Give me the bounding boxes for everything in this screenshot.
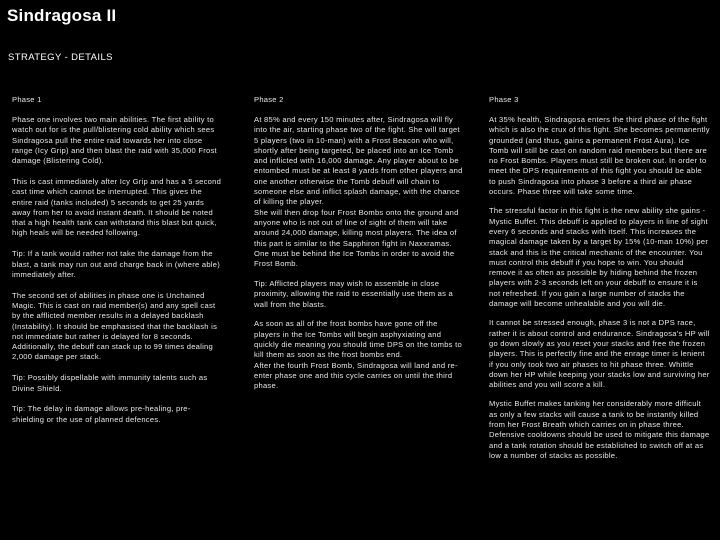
page-title: Sindragosa II xyxy=(7,6,117,25)
phase-1-heading: Phase 1 xyxy=(12,95,42,104)
phase-3-heading: Phase 3 xyxy=(489,95,519,104)
phase-2-column xyxy=(254,95,464,401)
phase-2-paragraph: Tip: Afflicted players may wish to assemble in close proximity, allowing the raid to essentially use them as a wall from the blasts. xyxy=(254,278,453,309)
phase-1-paragraph: Tip: The delay in damage allows pre-healing, pre-shielding or the use of planned defences. xyxy=(12,404,191,424)
phase-3-paragraph: It cannot be stressed enough, phase 3 is not a DPS race, rather it is about control and endurance. Sindragosa's HP will go down slowly as you reset your stacks and free the frozen players. This is perfectly fine and the enrage timer is lenient if you only took two air phases to hit phase three. Whittle down her HP while keeping your stacks low and surviving her abilities and you will score a kill. xyxy=(489,318,710,390)
phase-2-paragraph: At 85% and every 150 minutes after, Sindragosa will fly into the air, starting phase two of the fight. She will target 5 players (two in 10-man) with a Frost Beacon who will, shortly after being targeted, be placed into an Ice Tomb and inflicted with 16,000 damage. Any player about to be entombed must be at least 8 yards from other players and one another otherwise the Tomb debuff will chain to someone else and inflict splash damage, with the chance of killing the player. xyxy=(254,115,463,207)
section-subtitle: STRATEGY - DETAILS xyxy=(8,52,113,63)
phase-2-heading: Phase 2 xyxy=(254,95,284,104)
phase-1-paragraph: The second set of abilities in phase one is Unchained Magic. This is cast on raid member(s) and any spell cast by the afflicted member results in a delayed backlash (Instability). It should be emphasised that the backlash is not immediate but rather is delayed for 8 seconds. Additionally, the debuff can stack up to 99 times dealing 2,000 damage per stack. xyxy=(12,290,218,362)
phase-3-paragraph: At 35% health, Sindragosa enters the third phase of the fight which is also the crux of this fight. She becomes permanently grounded (and thus, gains a permanent Frost Aura). Ice Tomb will still be cast on random raid members but there are no Frost Bombs. Players must still be broken out. In order to meet the DPS requirements of this fight you should be able to push Sindragosa into phase 3 before a third air phase occurs. Phase three will take some time. xyxy=(489,115,710,197)
phase-1-paragraph: This is cast immediately after Icy Grip and has a 5 second cast time which cannot be interrupted. This gives the entire raid (tanks included) 5 seconds to get 25 yards away from her to avoid instant death. It should be noted that a high health tank can withstand this blast but quick, high heals will be needed following. xyxy=(12,176,222,238)
phase-1-paragraph: Tip: Possibly dispellable with immunity talents such as Divine Shield. xyxy=(12,373,208,393)
phase-3-paragraph: The stressful factor in this fight is the new ability she gains - Mystic Buffet. This debuff is applied to players in line of sight every 6 seconds and stacks with itself. This increases the magical damage taken by a target by 15% (10-man 10%) per stack and this is the critical mechanic of the encounter. You must control this debuff if you hope to win. You should remove it as often as possible by hiding behind the frozen players with 2-3 seconds left on your debuff to ensure it is not refreshed. If you gain a large number of stacks the damage will become unhealable and you will die. xyxy=(489,206,709,309)
phase-1-paragraph: Tip: If a tank would rather not take the damage from the blast, a tank may run out and charge back in (where able) immediately after. xyxy=(12,249,220,279)
phase-3-column xyxy=(489,95,711,470)
phase-2-paragraph: After the fourth Frost Bomb, Sindragosa will land and re-enter phase one and this cycle carries on until the third phase. xyxy=(254,360,458,391)
phase-2-paragraph: She will then drop four Frost Bombs onto the ground and anyone who is not out of line of sight of them will take around 24,000 damage, killing most players. The idea of this part is similar to the Sapphiron fight in Naxxramas. One must be behind the Ice Tombs in order to avoid the Frost Bomb. xyxy=(254,207,459,269)
phase-3-paragraph: Mystic Buffet makes tanking her considerably more difficult as only a few stacks will cause a tank to be instantly killed from her Frost Breath which carries on in phase three. Defensive cooldowns should be used to mitigate this damage and a tank rotation should be established to switch off at as low a number of stacks as possible. xyxy=(489,399,710,460)
phase-2-paragraph: As soon as all of the frost bombs have gone off the players in the Ice Tombs will begin asphyxiating and quickly die meaning you should time DPS on the tombs to kill them as soon as the frost bombs end. xyxy=(254,319,462,360)
phase-1-column xyxy=(12,95,222,435)
phase-1-paragraph: Phase one involves two main abilities. The first ability to watch out for is the pull/blistering cold ability which sees Sindragosa pull the entire raid towards her into close range (Icy Grip) and then blast the raid with 35,000 Frost damage (Blistering Cold). xyxy=(12,115,217,166)
